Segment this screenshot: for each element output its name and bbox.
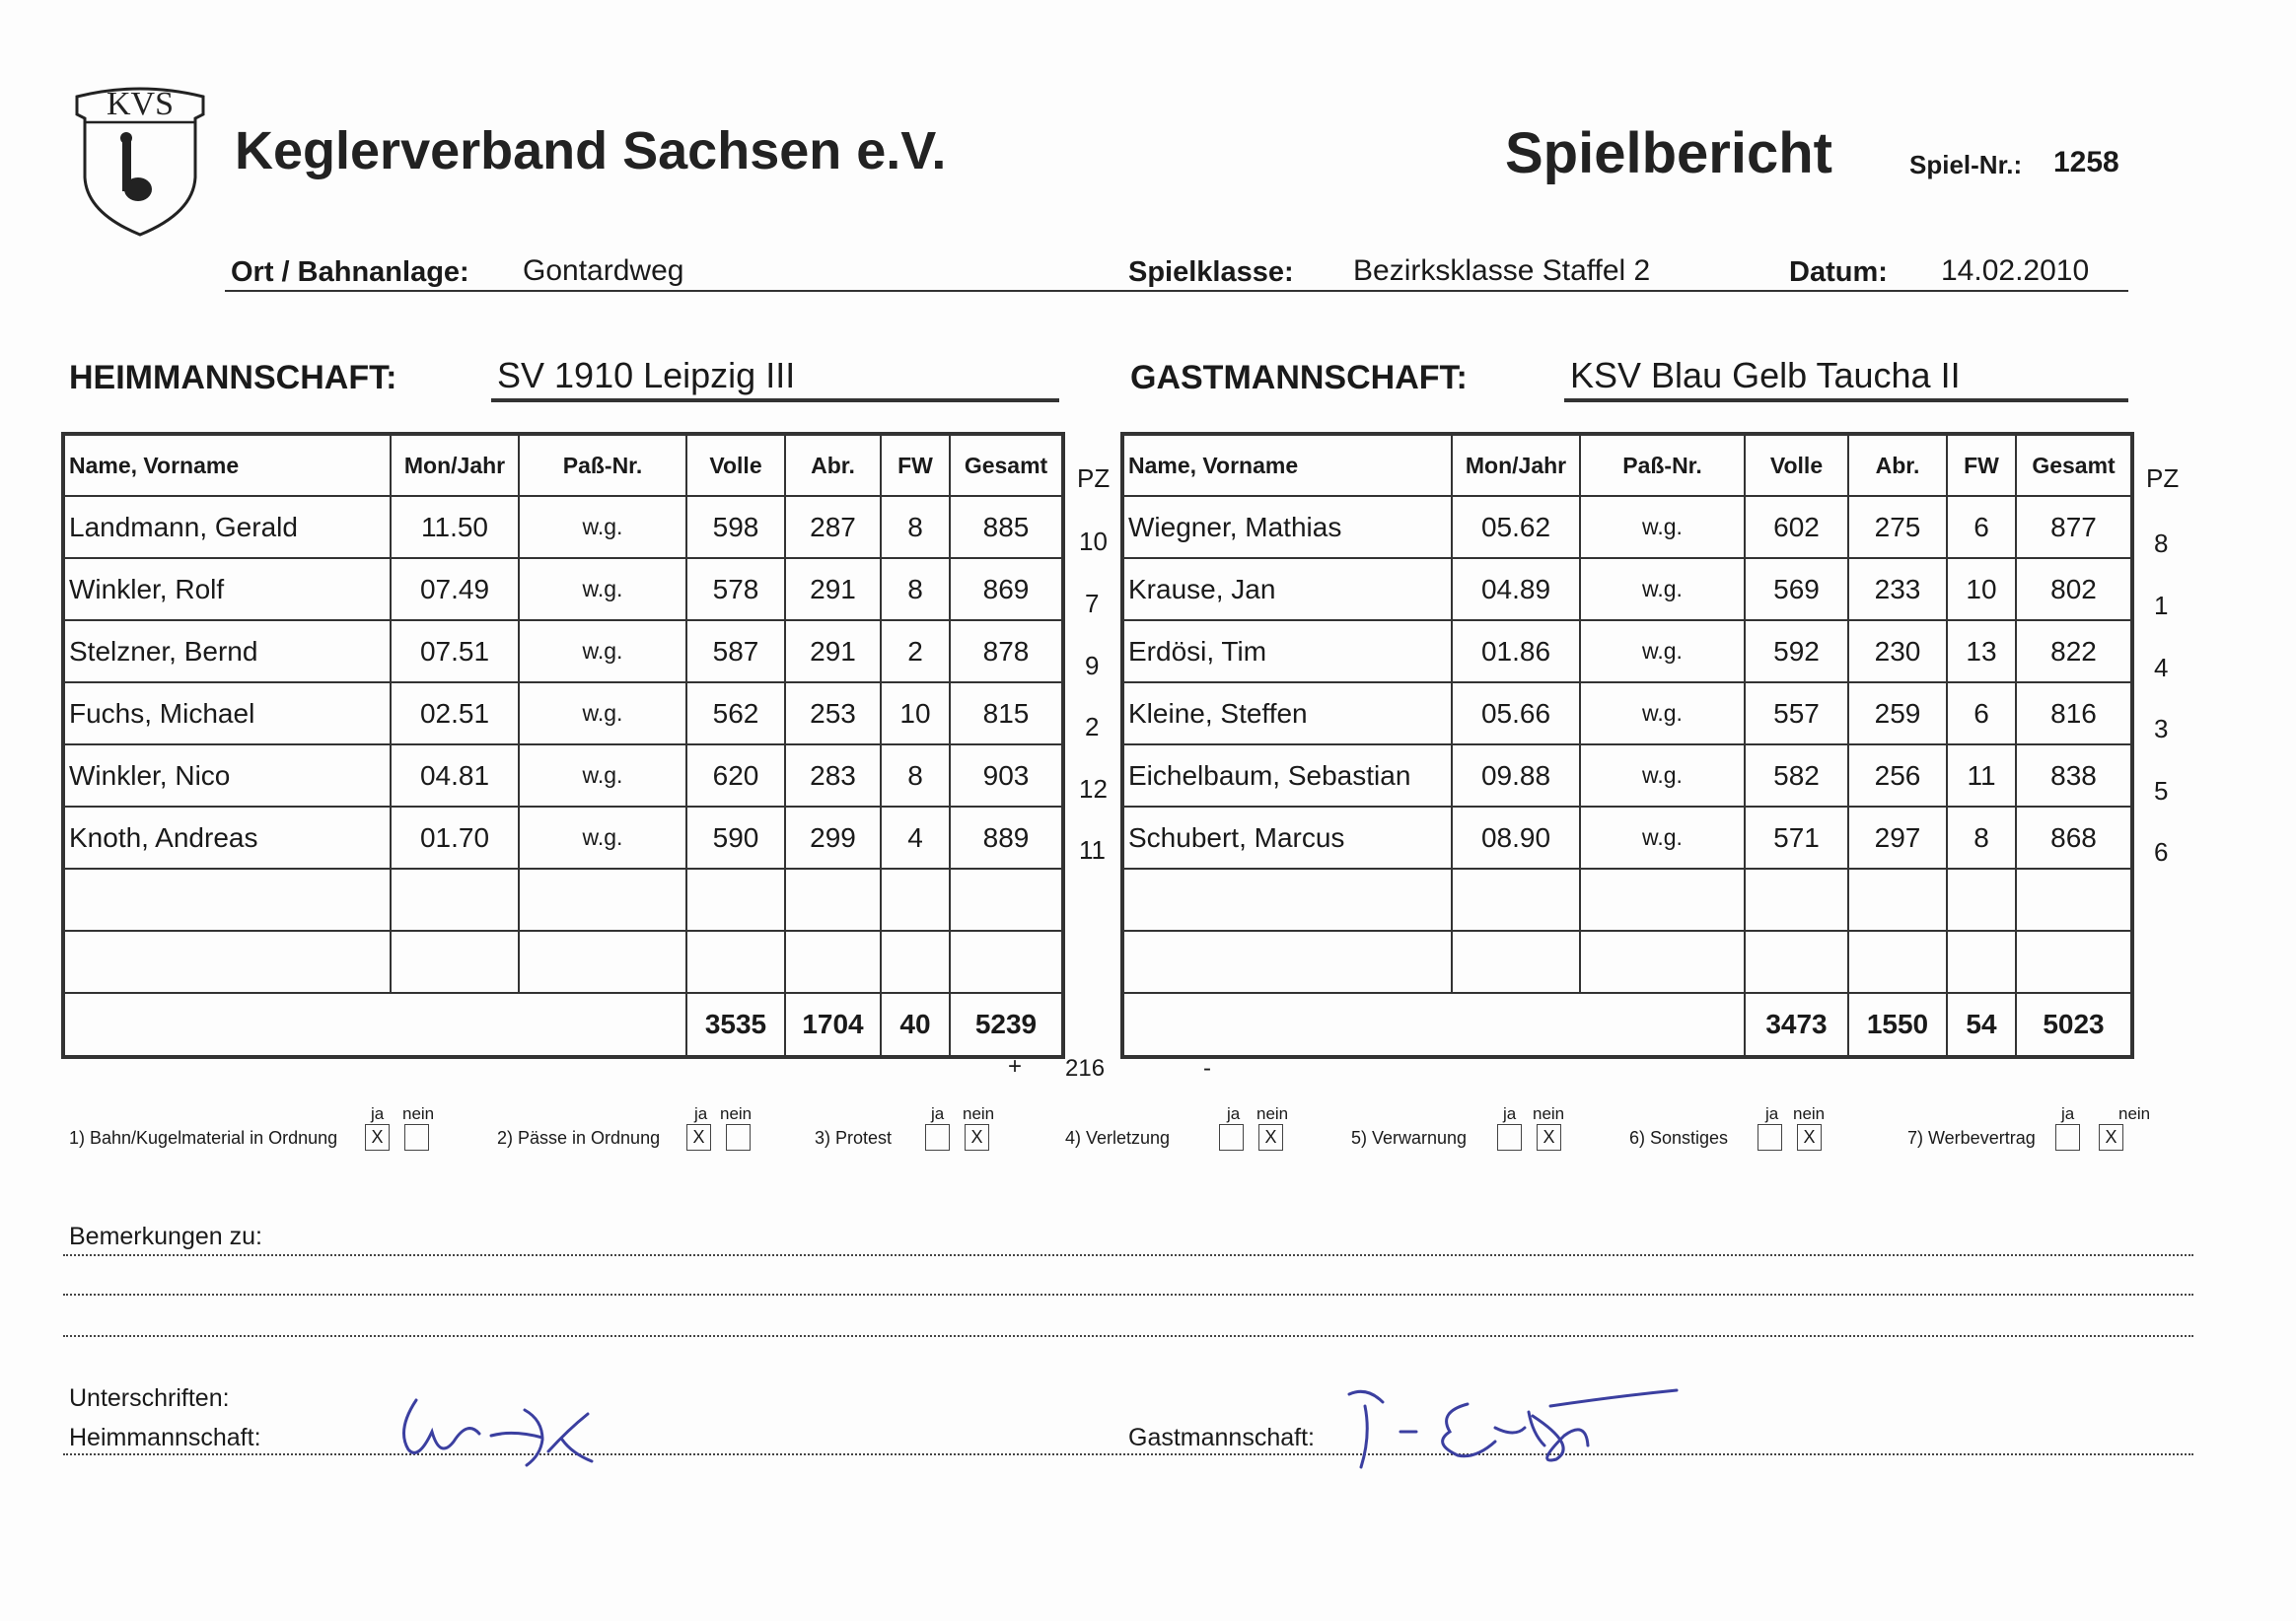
remarks-line[interactable] [63, 1335, 2193, 1337]
col-monjahr: Mon/Jahr [1452, 434, 1580, 496]
player-abr: 230 [1848, 620, 1947, 682]
check-ja-box[interactable]: X [365, 1124, 390, 1151]
guest-name: KSV Blau Gelb Taucha II [1570, 355, 1961, 395]
col-name: Name, Vorname [1122, 434, 1452, 496]
nein-label: nein [1793, 1104, 1826, 1123]
nein-label: nein [963, 1104, 995, 1123]
player-pass: w.g. [1580, 620, 1745, 682]
player-volle: 578 [686, 558, 785, 620]
check-nein-box[interactable]: X [1258, 1124, 1283, 1151]
player-fw: 13 [1947, 620, 2016, 682]
col-gesamt: Gesamt [2016, 434, 2132, 496]
player-name: Schubert, Marcus [1122, 807, 1452, 869]
check-label: 6) Sonstiges [1629, 1128, 1729, 1148]
player-abr: 253 [785, 682, 881, 744]
player-gesamt: 869 [950, 558, 1063, 620]
player-monjahr: 02.51 [391, 682, 519, 744]
datum-value: 14.02.2010 [1941, 254, 2090, 287]
player-monjahr: 04.89 [1452, 558, 1580, 620]
player-abr: 283 [785, 744, 881, 807]
kvs-logo [63, 79, 217, 239]
player-abr: 256 [1848, 744, 1947, 807]
total-gesamt: 5023 [2016, 993, 2132, 1057]
ja-label: ja [2061, 1104, 2075, 1123]
org-name: Keglerverband Sachsen e.V. [235, 121, 947, 180]
player-name: Kleine, Steffen [1122, 682, 1452, 744]
ja-label: ja [1227, 1104, 1241, 1123]
home-header-row [63, 434, 1063, 496]
total-gesamt: 5239 [950, 993, 1063, 1057]
player-abr: 233 [1848, 558, 1947, 620]
col-volle: Volle [1745, 434, 1848, 496]
player-pass: w.g. [1580, 496, 1745, 558]
signature-line [63, 1453, 2193, 1455]
col-gesamt: Gesamt [950, 434, 1063, 496]
player-volle: 562 [686, 682, 785, 744]
guest-table [1120, 432, 2134, 1059]
player-monjahr: 04.81 [391, 744, 519, 807]
player-abr: 297 [1848, 807, 1947, 869]
remarks-label: Bemerkungen zu: [69, 1223, 262, 1250]
ja-label: ja [1765, 1104, 1779, 1123]
ja-label: ja [931, 1104, 945, 1123]
check-label: 7) Werbevertrag [1907, 1128, 2036, 1148]
player-monjahr: 01.70 [391, 807, 519, 869]
guest-label: GASTMANNSCHAFT: [1130, 359, 1468, 396]
player-pass: w.g. [519, 682, 686, 744]
col-pass: Paß-Nr. [519, 434, 686, 496]
player-name: Winkler, Nico [63, 744, 391, 807]
totals-spacer [1122, 993, 1745, 1057]
player-fw: 10 [1947, 558, 2016, 620]
player-monjahr: 07.49 [391, 558, 519, 620]
player-name: Fuchs, Michael [63, 682, 391, 744]
home-pz-header: PZ [1077, 463, 1111, 493]
table-row [63, 620, 1063, 682]
home-rule [491, 398, 1059, 402]
player-abr: 259 [1848, 682, 1947, 744]
player-gesamt: 878 [950, 620, 1063, 682]
player-name: Knoth, Andreas [63, 807, 391, 869]
empty-row [1122, 931, 2132, 993]
player-abr: 287 [785, 496, 881, 558]
home-signature [395, 1380, 631, 1469]
home-table [61, 432, 1065, 1059]
player-monjahr: 07.51 [391, 620, 519, 682]
empty-row [1122, 869, 2132, 931]
player-pass: w.g. [519, 496, 686, 558]
player-gesamt: 838 [2016, 744, 2132, 807]
nein-label: nein [402, 1104, 435, 1123]
ort-label: Ort / Bahnanlage: [231, 256, 469, 288]
player-fw: 8 [1947, 807, 2016, 869]
player-abr: 275 [1848, 496, 1947, 558]
player-fw: 4 [881, 807, 950, 869]
player-monjahr: 09.88 [1452, 744, 1580, 807]
guest-signature-label: Gastmannschaft: [1128, 1424, 1315, 1451]
home-pz: 9 [1085, 651, 1100, 680]
player-pass: w.g. [1580, 682, 1745, 744]
check-nein-box[interactable]: X [2099, 1124, 2123, 1151]
guest-pz: 5 [2154, 776, 2169, 806]
player-pass: w.g. [519, 744, 686, 807]
check-ja-box[interactable] [1497, 1124, 1522, 1151]
guest-pz: 4 [2154, 653, 2169, 682]
diff-sign-home: + [1008, 1053, 1023, 1080]
total-volle: 3535 [686, 993, 785, 1057]
table-row [1122, 807, 2132, 869]
check-nein-box[interactable] [404, 1124, 429, 1151]
check-ja-box[interactable] [1758, 1124, 1782, 1151]
player-fw: 10 [881, 682, 950, 744]
check-ja-box[interactable] [925, 1124, 950, 1151]
player-fw: 11 [1947, 744, 2016, 807]
home-pz: 10 [1079, 527, 1108, 556]
col-pass: Paß-Nr. [1580, 434, 1745, 496]
col-fw: FW [881, 434, 950, 496]
score-diff: 216 [1065, 1055, 1106, 1082]
check-label: 2) Pässe in Ordnung [497, 1128, 661, 1148]
col-volle: Volle [686, 434, 785, 496]
player-volle: 587 [686, 620, 785, 682]
empty-row [63, 931, 1063, 993]
player-abr: 299 [785, 807, 881, 869]
player-gesamt: 822 [2016, 620, 2132, 682]
player-pass: w.g. [1580, 744, 1745, 807]
table-row [1122, 682, 2132, 744]
player-gesamt: 889 [950, 807, 1063, 869]
klasse-value: Bezirksklasse Staffel 2 [1353, 254, 1651, 287]
nein-label: nein [1256, 1104, 1289, 1123]
spiel-nr-value: 1258 [2053, 146, 2119, 178]
player-pass: w.g. [519, 558, 686, 620]
ort-value: Gontardweg [523, 254, 684, 287]
check-label: 4) Verletzung [1065, 1128, 1171, 1148]
player-monjahr: 05.62 [1452, 496, 1580, 558]
nein-label: nein [2118, 1104, 2151, 1123]
table-row [1122, 558, 2132, 620]
player-volle: 620 [686, 744, 785, 807]
remarks-line[interactable] [63, 1254, 2193, 1256]
guest-pz: 6 [2154, 837, 2169, 867]
player-fw: 6 [1947, 682, 2016, 744]
check-ja-box[interactable] [1219, 1124, 1244, 1151]
col-monjahr: Mon/Jahr [391, 434, 519, 496]
total-fw: 40 [881, 993, 950, 1057]
player-name: Erdösi, Tim [1122, 620, 1452, 682]
player-gesamt: 802 [2016, 558, 2132, 620]
check-nein-box[interactable] [726, 1124, 751, 1151]
home-label: HEIMMANNSCHAFT: [69, 359, 397, 396]
player-gesamt: 815 [950, 682, 1063, 744]
col-name: Name, Vorname [63, 434, 391, 496]
logo-text: KVS [106, 86, 175, 122]
home-pz: 2 [1085, 712, 1100, 741]
guest-pz: 3 [2154, 714, 2169, 743]
player-gesamt: 816 [2016, 682, 2132, 744]
empty-row [63, 869, 1063, 931]
player-volle: 602 [1745, 496, 1848, 558]
guest-rule [1564, 398, 2128, 402]
total-volle: 3473 [1745, 993, 1848, 1057]
signatures-label: Unterschriften: [69, 1384, 230, 1412]
player-name: Winkler, Rolf [63, 558, 391, 620]
player-fw: 8 [881, 558, 950, 620]
col-abr: Abr. [785, 434, 881, 496]
check-label: 3) Protest [815, 1128, 893, 1148]
player-gesamt: 885 [950, 496, 1063, 558]
home-signature-label: Heimmannschaft: [69, 1424, 261, 1451]
col-abr: Abr. [1848, 434, 1947, 496]
check-ja-box[interactable]: X [686, 1124, 711, 1151]
guest-pz: 1 [2154, 591, 2169, 620]
player-name: Eichelbaum, Sebastian [1122, 744, 1452, 807]
datum-label: Datum: [1789, 256, 1888, 288]
player-volle: 557 [1745, 682, 1848, 744]
player-volle: 569 [1745, 558, 1848, 620]
meta-rule [225, 290, 2128, 292]
check-label: 5) Verwarnung [1351, 1128, 1468, 1148]
check-nein-box[interactable]: X [1797, 1124, 1822, 1151]
check-nein-box[interactable]: X [965, 1124, 989, 1151]
home-name: SV 1910 Leipzig III [497, 355, 796, 395]
ja-label: ja [1503, 1104, 1517, 1123]
nein-label: nein [720, 1104, 753, 1123]
table-row [63, 807, 1063, 869]
total-fw: 54 [1947, 993, 2016, 1057]
player-fw: 8 [881, 496, 950, 558]
player-volle: 571 [1745, 807, 1848, 869]
guest-pz-header: PZ [2146, 463, 2180, 493]
player-fw: 6 [1947, 496, 2016, 558]
player-volle: 592 [1745, 620, 1848, 682]
table-row [63, 744, 1063, 807]
player-monjahr: 01.86 [1452, 620, 1580, 682]
klasse-label: Spielklasse: [1128, 256, 1294, 288]
player-gesamt: 868 [2016, 807, 2132, 869]
spiel-nr-label: Spiel-Nr.: [1909, 150, 2023, 179]
check-ja-box[interactable] [2055, 1124, 2080, 1151]
player-pass: w.g. [1580, 807, 1745, 869]
table-row [1122, 744, 2132, 807]
home-pz: 11 [1079, 835, 1106, 865]
player-monjahr: 08.90 [1452, 807, 1580, 869]
remarks-line[interactable] [63, 1294, 2193, 1296]
nein-label: nein [1533, 1104, 1565, 1123]
player-name: Wiegner, Mathias [1122, 496, 1452, 558]
player-name: Stelzner, Bernd [63, 620, 391, 682]
table-row [63, 682, 1063, 744]
diff-sign-guest: - [1203, 1055, 1211, 1082]
player-volle: 590 [686, 807, 785, 869]
player-monjahr: 11.50 [391, 496, 519, 558]
total-abr: 1550 [1848, 993, 1947, 1057]
table-row [63, 558, 1063, 620]
table-row [1122, 496, 2132, 558]
player-pass: w.g. [519, 620, 686, 682]
col-fw: FW [1947, 434, 2016, 496]
totals-spacer [63, 993, 686, 1057]
player-pass: w.g. [519, 807, 686, 869]
player-monjahr: 05.66 [1452, 682, 1580, 744]
guest-header-row [1122, 434, 2132, 496]
table-row [1122, 620, 2132, 682]
ja-label: ja [694, 1104, 708, 1123]
home-totals-row [63, 993, 1063, 1057]
home-pz: 12 [1079, 774, 1108, 804]
player-gesamt: 877 [2016, 496, 2132, 558]
doc-title: Spielbericht [1505, 121, 1832, 185]
total-abr: 1704 [785, 993, 881, 1057]
guest-pz: 8 [2154, 529, 2169, 558]
guest-totals-row [1122, 993, 2132, 1057]
guest-signature [1322, 1376, 1696, 1475]
check-label: 1) Bahn/Kugelmaterial in Ordnung [69, 1128, 338, 1148]
player-volle: 582 [1745, 744, 1848, 807]
player-fw: 2 [881, 620, 950, 682]
ja-label: ja [371, 1104, 385, 1123]
player-abr: 291 [785, 620, 881, 682]
player-name: Landmann, Gerald [63, 496, 391, 558]
player-name: Krause, Jan [1122, 558, 1452, 620]
table-row [63, 496, 1063, 558]
check-nein-box[interactable]: X [1537, 1124, 1561, 1151]
home-pz: 7 [1085, 589, 1100, 618]
player-fw: 8 [881, 744, 950, 807]
player-abr: 291 [785, 558, 881, 620]
player-gesamt: 903 [950, 744, 1063, 807]
player-volle: 598 [686, 496, 785, 558]
player-pass: w.g. [1580, 558, 1745, 620]
